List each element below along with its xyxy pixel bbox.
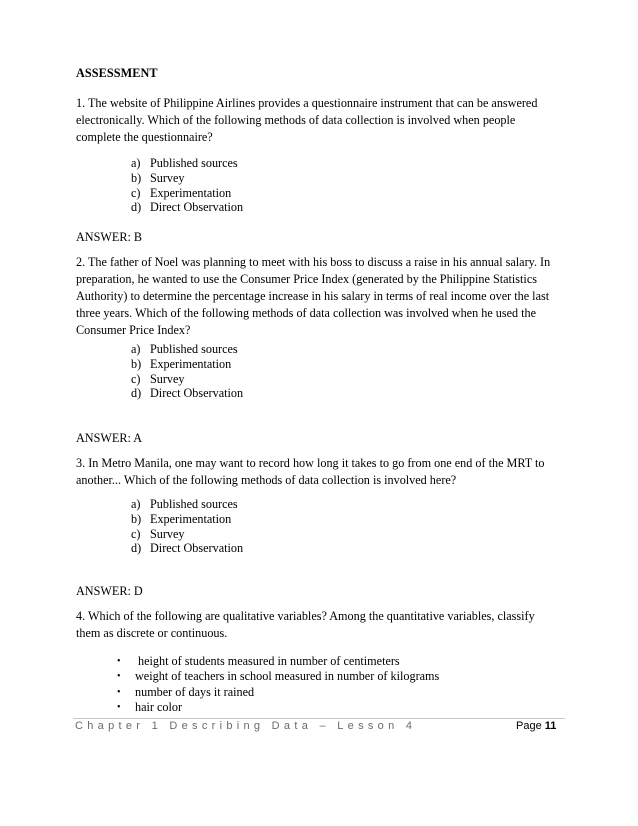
question-4-bullet-list — [117, 654, 439, 715]
option-letter: c) — [131, 185, 141, 200]
question-3-line: another... Which of the following methods of data collection is involved here? — [76, 473, 457, 487]
option-b — [131, 512, 243, 527]
question-2-options — [131, 342, 243, 401]
option-letter: b) — [131, 356, 142, 371]
option-letter: a) — [131, 342, 141, 356]
bullet-item — [117, 700, 439, 715]
question-1-line: electronically. Which of the following methods of data collection is involved when people — [76, 113, 516, 127]
option-b — [131, 357, 243, 372]
question-3-options — [131, 497, 243, 556]
bullet-text: height of students measured in number of centimeters — [135, 654, 400, 668]
bullet-item — [117, 669, 439, 684]
page-label: Page — [516, 720, 545, 732]
option-text: Survey — [150, 526, 185, 541]
question-3-text — [76, 455, 564, 489]
question-3-line: 3. In Metro Manila, one may want to record how long it takes to go from one end of the MRT to — [76, 456, 545, 470]
option-letter: b) — [131, 170, 142, 185]
option-b — [131, 171, 243, 186]
question-1-line: complete the questionnaire? — [76, 130, 213, 144]
question-1-text — [76, 95, 564, 146]
option-letter: a) — [131, 156, 141, 170]
question-1-options — [131, 156, 243, 215]
bullet-item — [117, 685, 439, 700]
option-letter: d) — [131, 200, 142, 215]
option-a — [131, 342, 243, 357]
option-letter: c) — [131, 371, 141, 386]
option-c — [131, 527, 243, 542]
bullet-icon: • — [117, 701, 121, 713]
question-2-line: three years. Which of the following methods of data collection was involved when he used the — [76, 306, 537, 320]
option-letter: a) — [131, 497, 141, 511]
question-2-line: preparation, he wanted to use the Consumer Price Index (generated by the Philippine Statistics — [76, 272, 537, 286]
option-letter: d) — [131, 541, 142, 556]
assessment-heading: ASSESSMENT — [76, 66, 158, 80]
option-letter: c) — [131, 526, 141, 541]
bullet-item — [117, 654, 439, 669]
question-4-line: them as discrete or continuous. — [76, 626, 228, 640]
option-a — [131, 156, 243, 171]
option-letter: d) — [131, 386, 142, 401]
option-text: Experimentation — [150, 185, 232, 200]
footer-chapter-title: Chapter 1 Describing Data – Lesson 4 — [75, 720, 417, 732]
footer-page-number — [516, 720, 556, 732]
bullet-icon: • — [117, 686, 121, 698]
option-d — [131, 200, 243, 215]
option-text: Survey — [150, 371, 185, 386]
question-1-line: 1. The website of Philippine Airlines provides a questionnaire instrument that can be answered — [76, 96, 538, 110]
option-text: Direct Observation — [150, 386, 244, 401]
bullet-text: number of days it rained — [135, 684, 255, 699]
option-text: Experimentation — [150, 356, 232, 371]
question-4-line: 4. Which of the following are qualitative variables? Among the quantitative variables, classify — [76, 609, 535, 623]
bullet-icon: • — [117, 656, 121, 667]
footer-divider — [73, 718, 565, 719]
option-text: Published sources — [150, 342, 238, 356]
question-2-line: Authority) to determine the percentage increase in his salary in terms of real income over the last — [76, 289, 550, 303]
option-d — [131, 541, 243, 556]
question-2-line: Consumer Price Index? — [76, 323, 191, 337]
option-text: Direct Observation — [150, 541, 244, 556]
option-c — [131, 186, 243, 201]
bullet-icon: • — [117, 671, 121, 683]
question-3-answer: ANSWER: D — [76, 584, 143, 598]
question-2-line: 2. The father of Noel was planning to meet with his boss to discuss a raise in his annual salary. In — [76, 255, 551, 269]
question-2-answer: ANSWER: A — [76, 431, 143, 445]
bullet-text: hair color — [135, 699, 183, 714]
question-2-text — [76, 254, 564, 339]
option-letter: b) — [131, 511, 142, 526]
question-1-answer: ANSWER: B — [76, 230, 143, 244]
option-text: Direct Observation — [150, 200, 244, 215]
page-number: 11 — [544, 720, 557, 732]
option-text: Survey — [150, 170, 185, 185]
option-c — [131, 372, 243, 387]
option-text: Experimentation — [150, 511, 232, 526]
option-text: Published sources — [150, 156, 238, 170]
option-d — [131, 386, 243, 401]
bullet-text: weight of teachers in school measured in number of kilograms — [135, 669, 440, 684]
option-a — [131, 497, 243, 512]
question-4-text — [76, 608, 564, 642]
option-text: Published sources — [150, 497, 238, 511]
